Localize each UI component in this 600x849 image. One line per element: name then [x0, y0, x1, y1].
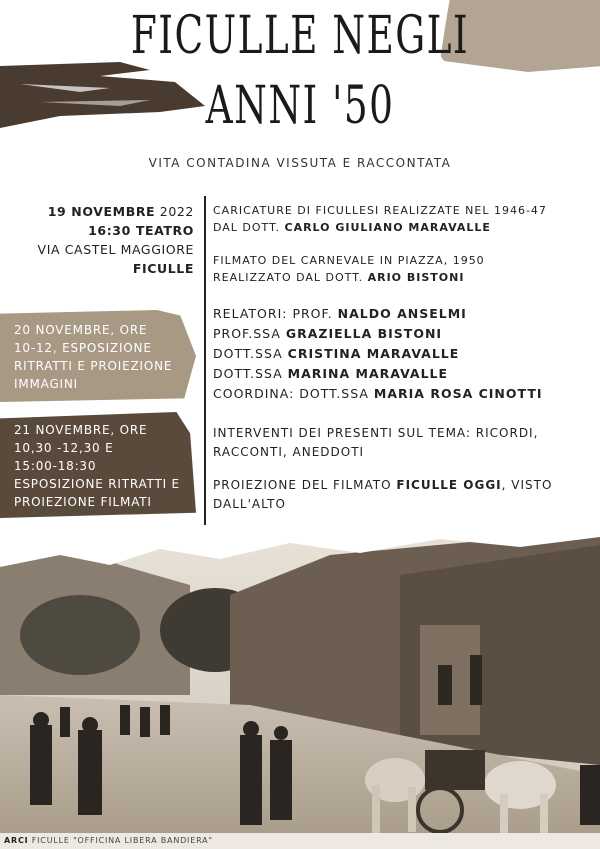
caricature-line1: CARICATURE DI FICULLESI REALIZZATE NEL 1946-47 [213, 204, 547, 217]
proiezione-title: FICULLE OGGI [396, 478, 502, 492]
speaker-row: DOTT.SSA CRISTINA MARAVALLE [213, 346, 460, 361]
event-address: VIA CASTEL MAGGIORE [37, 242, 194, 257]
poster-subtitle: VITA CONTADINA VISSUTA E RACCONTATA [148, 156, 452, 170]
proiezione-line2: DALL'ALTO [213, 497, 286, 511]
caricature-line2: DAL DOTT. [213, 221, 285, 234]
film-line2: REALIZZATO DAL DOTT. [213, 271, 368, 284]
event-time-venue: 16:30 TEATRO [88, 223, 194, 238]
interventi-line2: RACCONTI, ANEDDOTI [213, 445, 365, 459]
film-line1: FILMATO DEL CARNEVALE IN PIAZZA, 1950 [213, 254, 485, 267]
box-text: 21 NOVEMBRE, ORE 10,30 -12,30 E 15:00-18:30 ESPOSIZIONE RITRATTI E PROIEZIONE FILMATI [14, 423, 180, 509]
interventi-line1: INTERVENTI DEI PRESENTI SUL TEMA: RICORDI, [213, 426, 539, 440]
box-text: 20 NOVEMBRE, ORE 10-12, ESPOSIZIONE RITRATTI E PROIEZIONE IMMAGINI [14, 323, 173, 391]
exhibition-box-nov21 [0, 412, 196, 518]
exhibition-box-nov20 [0, 310, 196, 402]
proiezione-line1: PROIEZIONE DEL FILMATO [213, 478, 397, 492]
footer-credit [0, 833, 600, 849]
event-town: FICULLE [132, 261, 194, 276]
program-proiezione [213, 476, 552, 514]
poster-title-line1: FICULLE NEGLI [130, 6, 470, 66]
event-date-block [4, 202, 194, 278]
footer-text: FICULLE "OFFICINA LIBERA BANDIERA" [28, 836, 213, 845]
speaker-row: RELATORI: PROF. NALDO ANSELMI [213, 306, 467, 321]
speaker-row: DOTT.SSA MARINA MARAVALLE [213, 366, 449, 381]
event-date: 19 NOVEMBRE [47, 204, 156, 219]
divider-line [204, 196, 206, 549]
program-interventi [213, 424, 538, 462]
poster-title-line2: ANNI '50 [205, 76, 395, 136]
program-caricature [213, 202, 547, 236]
caricature-author: CARLO GIULIANO MARAVALLE [284, 221, 491, 234]
torn-paper-edge [0, 525, 600, 575]
program-film [213, 252, 485, 286]
program-speakers [213, 304, 543, 404]
historic-street-photo [0, 525, 600, 837]
speaker-row: COORDINA: DOTT.SSA MARIA ROSA CINOTTI [213, 386, 543, 401]
proiezione-line1-end: , VISTO [501, 478, 553, 492]
event-year: 2022 [155, 204, 194, 219]
footer-org: ARCI [4, 836, 29, 845]
speaker-row: PROF.SSA GRAZIELLA BISTONI [213, 326, 443, 341]
film-author: ARIO BISTONI [367, 271, 465, 284]
